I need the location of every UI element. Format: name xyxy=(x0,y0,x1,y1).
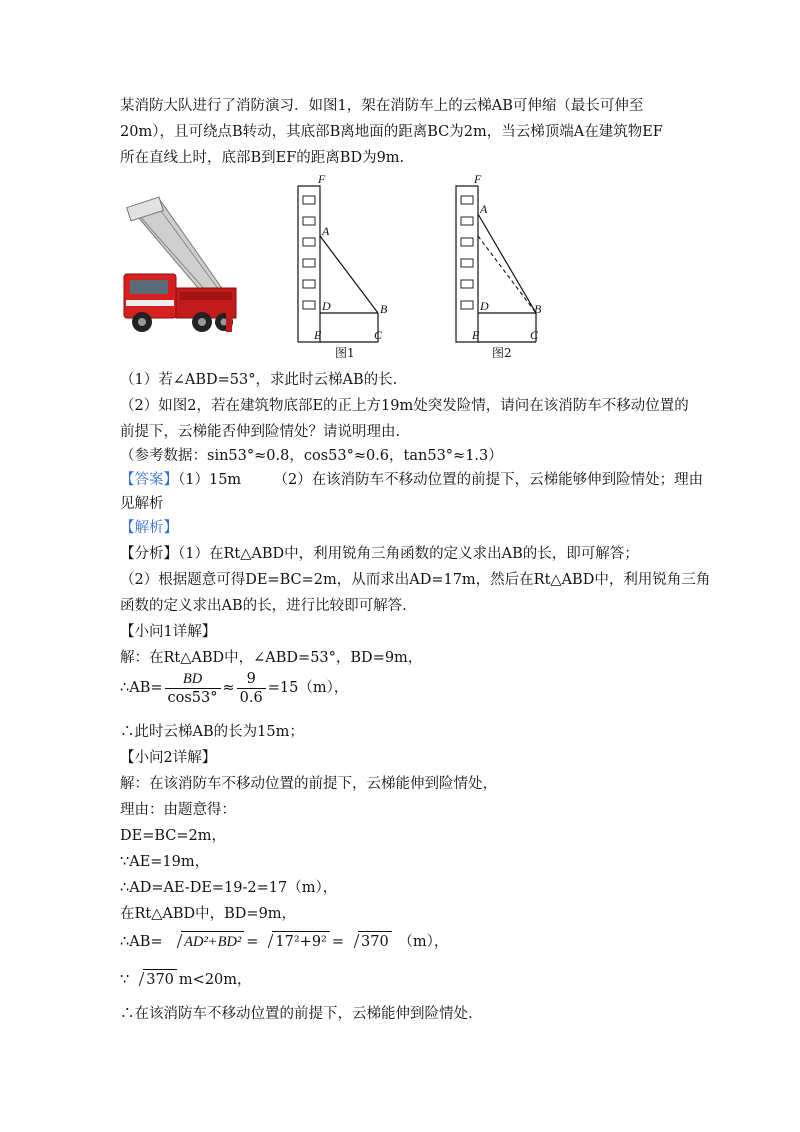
equals-sign-2: = xyxy=(331,934,345,950)
sub2-equation xyxy=(120,930,448,954)
analysis-line-3: 函数的定义求出AB的长，进行比较即可解答. xyxy=(120,598,407,614)
sqrt-ad-bd: AD²+BD² xyxy=(169,930,244,954)
label-d-2: D xyxy=(480,299,489,313)
sub2-line-5: ∴AD=AE-DE=19-2=17（m）， xyxy=(120,880,338,896)
label-e-2: E xyxy=(472,328,480,342)
compare-suffix: m<20m， xyxy=(178,972,252,988)
fenxi-tag: 【分析】 xyxy=(120,546,178,562)
fire-truck-image xyxy=(122,196,244,336)
question-1: （1）若∠ABD=53°，求此时云梯AB的长. xyxy=(120,372,398,388)
answer-part-2: （2）在该消防车不移动位置的前提下，云梯能够伸到险情处；理由 xyxy=(273,472,704,488)
label-c: C xyxy=(374,328,383,342)
figure-2-caption: 图2 xyxy=(492,346,512,360)
sqrt-370-compare: 370 xyxy=(131,968,177,992)
figure-1-caption: 图1 xyxy=(335,346,355,360)
answer-tag: 【答案】 xyxy=(120,472,178,488)
sub1-conclusion: ∴此时云梯AB的长为15m； xyxy=(120,724,304,740)
sub1-equation xyxy=(120,668,348,708)
building-ef xyxy=(456,186,478,342)
answer-part-1: （1）15m xyxy=(178,472,242,488)
problem-line-1: 某消防大队进行了消防演习．如图1，架在消防车上的云梯AB可伸缩（最长可伸至 xyxy=(120,98,644,114)
label-f-2: F xyxy=(474,172,482,186)
answer-line-2: 见解析 xyxy=(120,496,164,512)
sub2-line-2: 理由：由题意得： xyxy=(120,802,236,818)
answer-line-1 xyxy=(120,470,703,490)
sub2-eq-prefix: ∴AB= xyxy=(120,934,163,950)
problem-line-3: 所在直线上时，底部B到EF的距离BD为9m. xyxy=(120,150,405,166)
sqrt-370: 370 xyxy=(346,930,392,954)
problem-line-2: 20m），且可绕点B转动，其底部B离地面的距离BC为2m，当云梯顶端A在建筑物EF xyxy=(120,124,663,140)
sub1-fraction-1: $\frac{BD}{\cos 53^\circ}$ xyxy=(165,670,221,707)
label-b: B xyxy=(380,302,388,316)
label-a-2: A xyxy=(480,202,488,216)
label-c-2: C xyxy=(530,328,539,342)
label-f: F xyxy=(318,172,326,186)
label-e: E xyxy=(314,328,322,342)
building-ef xyxy=(298,186,320,342)
sub2-tag: 【小问2详解】 xyxy=(120,750,217,766)
because-sign: ∵ xyxy=(120,972,130,988)
sub2-conclusion: ∴在该消防车不移动位置的前提下，云梯能伸到险情处. xyxy=(120,1006,473,1022)
sub1-tag: 【小问1详解】 xyxy=(120,624,217,640)
label-d: D xyxy=(322,299,331,313)
sub2-because xyxy=(120,968,252,992)
question-2-line-2: 前提下，云梯能否伸到险情处？请说明理由. xyxy=(120,424,401,440)
sub2-line-6: 在Rt△ABD中，BD=9m， xyxy=(120,906,297,922)
analysis-line-2: （2）根据题意可得DE=BC=2m，从而求出AD=17m，然后在Rt△ABD中，利用锐角三角 xyxy=(120,572,711,588)
sub1-line-1: 解：在Rt△ABD中，∠ABD=53°，BD=9m， xyxy=(120,650,423,666)
analysis-line-1 xyxy=(120,544,639,564)
equals-sign: = xyxy=(246,934,259,950)
sqrt-17-9: 17²+9² xyxy=(260,930,329,954)
sub2-eq-suffix: （m）， xyxy=(398,934,449,950)
sub1-eq-prefix: ∴AB= xyxy=(120,680,163,696)
approx-sign: ≈ xyxy=(222,680,235,696)
sub2-line-3: DE=BC=2m， xyxy=(120,828,227,844)
sub2-line-1: 解：在该消防车不移动位置的前提下，云梯能伸到险情处， xyxy=(120,776,497,792)
label-b-2: B xyxy=(534,302,542,316)
fenxi-1: （1）在Rt△ABD中，利用锐角三角函数的定义求出AB的长，即可解答； xyxy=(178,546,639,562)
sub1-eq-suffix: =15（m）， xyxy=(267,680,349,696)
sub1-fraction-2: $\frac{9}{0.6}$ xyxy=(237,670,266,707)
label-a: A xyxy=(322,224,330,238)
sub2-line-4: ∵AE=19m， xyxy=(120,854,210,870)
question-2-line-1: （2）如图2，若在建筑物底部E的正上方19m处突发险情，请问在该消防车不移动位置的 xyxy=(120,398,689,414)
analysis-tag: 【解析】 xyxy=(120,520,178,536)
reference-data: （参考数据：sin53°≈0.8，cos53°≈0.6，tan53°≈1.3） xyxy=(120,448,503,464)
